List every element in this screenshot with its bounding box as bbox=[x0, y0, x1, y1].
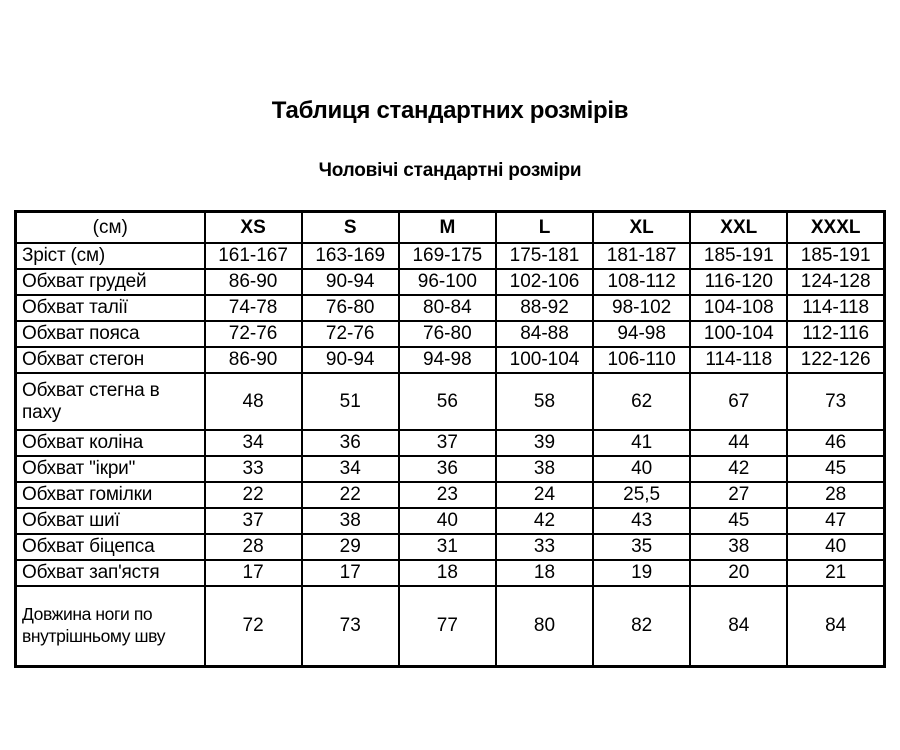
value-cell: 25,5 bbox=[593, 482, 690, 508]
value-cell: 76-80 bbox=[302, 295, 399, 321]
value-cell: 122-126 bbox=[787, 347, 884, 373]
value-cell: 34 bbox=[302, 456, 399, 482]
value-cell: 24 bbox=[496, 482, 593, 508]
value-cell: 51 bbox=[302, 373, 399, 430]
value-cell: 40 bbox=[399, 508, 496, 534]
value-cell: 31 bbox=[399, 534, 496, 560]
table-row bbox=[16, 482, 885, 508]
value-cell: 58 bbox=[496, 373, 593, 430]
size-header-l: L bbox=[496, 212, 593, 244]
value-cell: 80 bbox=[496, 586, 593, 667]
value-cell: 28 bbox=[787, 482, 884, 508]
value-cell: 29 bbox=[302, 534, 399, 560]
value-cell: 185-191 bbox=[787, 243, 884, 269]
table-row bbox=[16, 508, 885, 534]
value-cell: 86-90 bbox=[205, 269, 302, 295]
value-cell: 44 bbox=[690, 430, 787, 456]
row-label: Обхват зап'ястя bbox=[16, 560, 205, 586]
value-cell: 42 bbox=[690, 456, 787, 482]
table-row bbox=[16, 430, 885, 456]
value-cell: 124-128 bbox=[787, 269, 884, 295]
value-cell: 22 bbox=[302, 482, 399, 508]
value-cell: 34 bbox=[205, 430, 302, 456]
value-cell: 80-84 bbox=[399, 295, 496, 321]
value-cell: 48 bbox=[205, 373, 302, 430]
unit-header-cell: (см) bbox=[16, 212, 205, 244]
value-cell: 28 bbox=[205, 534, 302, 560]
value-cell: 42 bbox=[496, 508, 593, 534]
row-label: Обхват стегон bbox=[16, 347, 205, 373]
table-row bbox=[16, 560, 885, 586]
value-cell: 46 bbox=[787, 430, 884, 456]
value-cell: 22 bbox=[205, 482, 302, 508]
value-cell: 90-94 bbox=[302, 347, 399, 373]
value-cell: 33 bbox=[496, 534, 593, 560]
page-subtitle: Чоловічі стандартні розміри bbox=[318, 160, 582, 181]
row-label: Обхват гомілки bbox=[16, 482, 205, 508]
value-cell: 40 bbox=[593, 456, 690, 482]
value-cell: 20 bbox=[690, 560, 787, 586]
value-cell: 114-118 bbox=[787, 295, 884, 321]
size-header-s: S bbox=[302, 212, 399, 244]
value-cell: 27 bbox=[690, 482, 787, 508]
value-cell: 100-104 bbox=[690, 321, 787, 347]
value-cell: 17 bbox=[205, 560, 302, 586]
value-cell: 77 bbox=[399, 586, 496, 667]
table-row bbox=[16, 269, 885, 295]
value-cell: 181-187 bbox=[593, 243, 690, 269]
value-cell: 100-104 bbox=[496, 347, 593, 373]
value-cell: 82 bbox=[593, 586, 690, 667]
size-header-xl: XL bbox=[593, 212, 690, 244]
value-cell: 108-112 bbox=[593, 269, 690, 295]
value-cell: 36 bbox=[302, 430, 399, 456]
table-row bbox=[16, 347, 885, 373]
value-cell: 43 bbox=[593, 508, 690, 534]
value-cell: 37 bbox=[205, 508, 302, 534]
value-cell: 116-120 bbox=[690, 269, 787, 295]
value-cell: 67 bbox=[690, 373, 787, 430]
table-row bbox=[16, 373, 885, 430]
value-cell: 62 bbox=[593, 373, 690, 430]
row-label: Обхват коліна bbox=[16, 430, 205, 456]
value-cell: 72-76 bbox=[302, 321, 399, 347]
size-header-xxl: XXL bbox=[690, 212, 787, 244]
row-label: Обхват біцепса bbox=[16, 534, 205, 560]
value-cell: 84 bbox=[787, 586, 884, 667]
row-label: Довжина ноги по внутрішньому шву bbox=[16, 586, 205, 667]
size-header-m: M bbox=[399, 212, 496, 244]
value-cell: 38 bbox=[302, 508, 399, 534]
value-cell: 74-78 bbox=[205, 295, 302, 321]
value-cell: 84 bbox=[690, 586, 787, 667]
table-row bbox=[16, 321, 885, 347]
value-cell: 72-76 bbox=[205, 321, 302, 347]
value-cell: 47 bbox=[787, 508, 884, 534]
value-cell: 163-169 bbox=[302, 243, 399, 269]
row-label: Обхват стегна в паху bbox=[16, 373, 205, 430]
row-label: Обхват грудей bbox=[16, 269, 205, 295]
value-cell: 175-181 bbox=[496, 243, 593, 269]
value-cell: 36 bbox=[399, 456, 496, 482]
value-cell: 90-94 bbox=[302, 269, 399, 295]
value-cell: 161-167 bbox=[205, 243, 302, 269]
value-cell: 39 bbox=[496, 430, 593, 456]
value-cell: 18 bbox=[399, 560, 496, 586]
value-cell: 38 bbox=[690, 534, 787, 560]
value-cell: 88-92 bbox=[496, 295, 593, 321]
row-label: Обхват "ікри" bbox=[16, 456, 205, 482]
size-header-xs: XS bbox=[205, 212, 302, 244]
value-cell: 96-100 bbox=[399, 269, 496, 295]
row-label: Зріст (см) bbox=[16, 243, 205, 269]
value-cell: 45 bbox=[690, 508, 787, 534]
value-cell: 98-102 bbox=[593, 295, 690, 321]
header-row bbox=[16, 212, 885, 244]
value-cell: 73 bbox=[302, 586, 399, 667]
value-cell: 56 bbox=[399, 373, 496, 430]
table-row bbox=[16, 456, 885, 482]
value-cell: 23 bbox=[399, 482, 496, 508]
value-cell: 21 bbox=[787, 560, 884, 586]
value-cell: 86-90 bbox=[205, 347, 302, 373]
value-cell: 76-80 bbox=[399, 321, 496, 347]
value-cell: 73 bbox=[787, 373, 884, 430]
value-cell: 45 bbox=[787, 456, 884, 482]
table-row bbox=[16, 243, 885, 269]
value-cell: 40 bbox=[787, 534, 884, 560]
value-cell: 185-191 bbox=[690, 243, 787, 269]
value-cell: 112-116 bbox=[787, 321, 884, 347]
value-cell: 94-98 bbox=[399, 347, 496, 373]
value-cell: 18 bbox=[496, 560, 593, 586]
row-label: Обхват талії bbox=[16, 295, 205, 321]
value-cell: 35 bbox=[593, 534, 690, 560]
size-table bbox=[14, 210, 886, 668]
table-row bbox=[16, 586, 885, 667]
value-cell: 84-88 bbox=[496, 321, 593, 347]
row-label: Обхват шиї bbox=[16, 508, 205, 534]
value-cell: 41 bbox=[593, 430, 690, 456]
value-cell: 114-118 bbox=[690, 347, 787, 373]
value-cell: 37 bbox=[399, 430, 496, 456]
size-header-xxxl: XXXL bbox=[787, 212, 884, 244]
page-title: Таблиця стандартних розмірів bbox=[271, 97, 629, 124]
row-label: Обхват пояса bbox=[16, 321, 205, 347]
value-cell: 72 bbox=[205, 586, 302, 667]
value-cell: 94-98 bbox=[593, 321, 690, 347]
value-cell: 19 bbox=[593, 560, 690, 586]
value-cell: 17 bbox=[302, 560, 399, 586]
value-cell: 104-108 bbox=[690, 295, 787, 321]
value-cell: 33 bbox=[205, 456, 302, 482]
value-cell: 38 bbox=[496, 456, 593, 482]
value-cell: 102-106 bbox=[496, 269, 593, 295]
table-row bbox=[16, 534, 885, 560]
table-row bbox=[16, 295, 885, 321]
value-cell: 106-110 bbox=[593, 347, 690, 373]
value-cell: 169-175 bbox=[399, 243, 496, 269]
size-table-body bbox=[16, 243, 885, 667]
